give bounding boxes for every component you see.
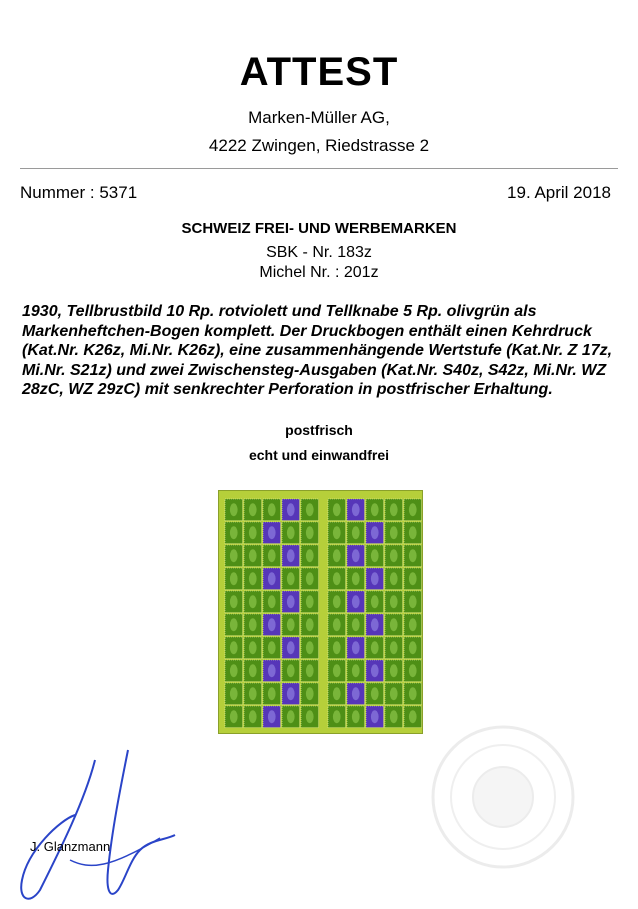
stamp-5rp-green (225, 522, 243, 544)
stamp-5rp-green (263, 545, 281, 567)
stamp-5rp-green (385, 706, 403, 728)
stamp-5rp-green (385, 637, 403, 659)
stamp-5rp-green (404, 499, 422, 521)
stamp-5rp-green (385, 660, 403, 682)
stamp-5rp-green (282, 522, 300, 544)
stamp-5rp-green (244, 568, 262, 590)
condition-genuine: echt und einwandfrei (248, 447, 389, 463)
stamp-5rp-green (263, 499, 281, 521)
company-name: Marken-Müller AG, (248, 108, 390, 127)
stamp-5rp-green (404, 568, 422, 590)
stamp-5rp-green (244, 706, 262, 728)
stamp-5rp-green (301, 637, 319, 659)
stamp-10rp-violet (366, 706, 384, 728)
certificate-number: Nummer : 5371 (20, 183, 138, 202)
stamp-10rp-violet (282, 591, 300, 613)
stamp-5rp-green (301, 614, 319, 636)
stamp-5rp-green (366, 637, 384, 659)
stamp-10rp-violet (366, 522, 384, 544)
stamp-5rp-green (366, 683, 384, 705)
stamp-10rp-violet (347, 591, 365, 613)
stamp-10rp-violet (263, 522, 281, 544)
stamp-5rp-green (328, 568, 346, 590)
signer-name: J. Glanzmann (30, 839, 111, 854)
stamp-sheet-graphic (219, 491, 422, 733)
stamp-5rp-green (244, 522, 262, 544)
stamp-10rp-violet (282, 683, 300, 705)
stamp-5rp-green (225, 614, 243, 636)
stamp-10rp-violet (282, 499, 300, 521)
stamp-5rp-green (347, 568, 365, 590)
stamp-5rp-green (244, 545, 262, 567)
stamp-5rp-green (301, 568, 319, 590)
stamp-5rp-green (244, 614, 262, 636)
stamp-5rp-green (301, 522, 319, 544)
stamp-5rp-green (366, 545, 384, 567)
stamp-5rp-green (225, 568, 243, 590)
handwritten-signature (0, 740, 200, 909)
stamp-5rp-green (244, 499, 262, 521)
stamp-5rp-green (366, 591, 384, 613)
stamp-5rp-green (225, 706, 243, 728)
stamp-5rp-green (301, 499, 319, 521)
stamp-5rp-green (328, 614, 346, 636)
stamp-5rp-green (328, 545, 346, 567)
stamp-5rp-green (263, 683, 281, 705)
stamp-5rp-green (404, 591, 422, 613)
stamp-5rp-green (301, 660, 319, 682)
certificate-title: ATTEST (239, 50, 399, 94)
stamp-5rp-green (263, 591, 281, 613)
stamp-5rp-green (385, 568, 403, 590)
stamp-5rp-green (328, 591, 346, 613)
stamp-5rp-green (404, 683, 422, 705)
stamp-5rp-green (385, 545, 403, 567)
stamp-5rp-green (347, 522, 365, 544)
stamp-5rp-green (328, 499, 346, 521)
stamp-10rp-violet (366, 660, 384, 682)
stamp-5rp-green (244, 660, 262, 682)
stamp-5rp-green (282, 660, 300, 682)
stamp-sheet-image (218, 490, 423, 734)
certificate-date: 19. April 2018 (507, 183, 611, 202)
stamp-5rp-green (301, 683, 319, 705)
condition-postfrisch: postfrisch (285, 422, 353, 438)
stamp-10rp-violet (366, 614, 384, 636)
stamp-5rp-green (328, 522, 346, 544)
stamp-5rp-green (225, 545, 243, 567)
stamp-10rp-violet (263, 706, 281, 728)
stamp-10rp-violet (263, 660, 281, 682)
stamp-5rp-green (385, 591, 403, 613)
stamp-5rp-green (225, 591, 243, 613)
stamp-10rp-violet (347, 683, 365, 705)
stamp-10rp-violet (347, 637, 365, 659)
stamp-10rp-violet (366, 568, 384, 590)
stamp-5rp-green (404, 706, 422, 728)
stamp-5rp-green (404, 660, 422, 682)
embossed-seal (428, 722, 578, 872)
stamp-5rp-green (301, 706, 319, 728)
stamp-5rp-green (225, 660, 243, 682)
stamp-5rp-green (328, 706, 346, 728)
sbk-number: SBK - Nr. 183z (266, 244, 372, 261)
stamp-5rp-green (385, 499, 403, 521)
stamp-5rp-green (282, 568, 300, 590)
stamp-5rp-green (404, 545, 422, 567)
stamp-5rp-green (385, 522, 403, 544)
item-description: 1930, Tellbrustbild 10 Rp. rotviolett und Tellknabe 5 Rp. olivgrün als Markenheftchen-Bogen komplett. Der Druckbogen enthält einen Kehrdruck (Kat.Nr. K26z, Mi.Nr. K26z), eine zusammenhängende Wertstufe (Kat.Nr. Z 17z, Mi.Nr. S21z) und zwei Zwischensteg-Ausgaben (Kat.Nr. S40z, S42z, Mi.Nr. WZ 28zC, WZ 29zC) mit senkrechter Perforation in postfrischer Erhaltung. (22, 303, 613, 398)
stamp-5rp-green (301, 545, 319, 567)
stamp-5rp-green (225, 499, 243, 521)
stamp-10rp-violet (263, 568, 281, 590)
company-address: 4222 Zwingen, Riedstrasse 2 (208, 136, 430, 155)
stamp-5rp-green (244, 591, 262, 613)
stamp-10rp-violet (263, 614, 281, 636)
stamp-5rp-green (282, 706, 300, 728)
stamp-10rp-violet (347, 499, 365, 521)
header-divider (20, 168, 618, 169)
stamp-5rp-green (225, 637, 243, 659)
subject-heading: SCHWEIZ FREI- UND WERBEMARKEN (181, 220, 457, 237)
stamp-5rp-green (328, 683, 346, 705)
michel-number: Michel Nr. : 201z (259, 264, 379, 281)
stamp-5rp-green (366, 499, 384, 521)
stamp-5rp-green (385, 614, 403, 636)
stamp-5rp-green (404, 637, 422, 659)
stamp-5rp-green (404, 522, 422, 544)
stamp-5rp-green (347, 614, 365, 636)
stamp-5rp-green (385, 683, 403, 705)
stamp-10rp-violet (347, 545, 365, 567)
stamp-5rp-green (404, 614, 422, 636)
stamp-5rp-green (225, 683, 243, 705)
stamp-5rp-green (244, 683, 262, 705)
stamp-10rp-violet (282, 637, 300, 659)
stamp-5rp-green (263, 637, 281, 659)
stamp-5rp-green (328, 637, 346, 659)
stamp-5rp-green (347, 706, 365, 728)
stamp-5rp-green (301, 591, 319, 613)
stamp-10rp-violet (282, 545, 300, 567)
stamp-5rp-green (244, 637, 262, 659)
stamp-5rp-green (328, 660, 346, 682)
stamp-5rp-green (347, 660, 365, 682)
stamp-5rp-green (282, 614, 300, 636)
